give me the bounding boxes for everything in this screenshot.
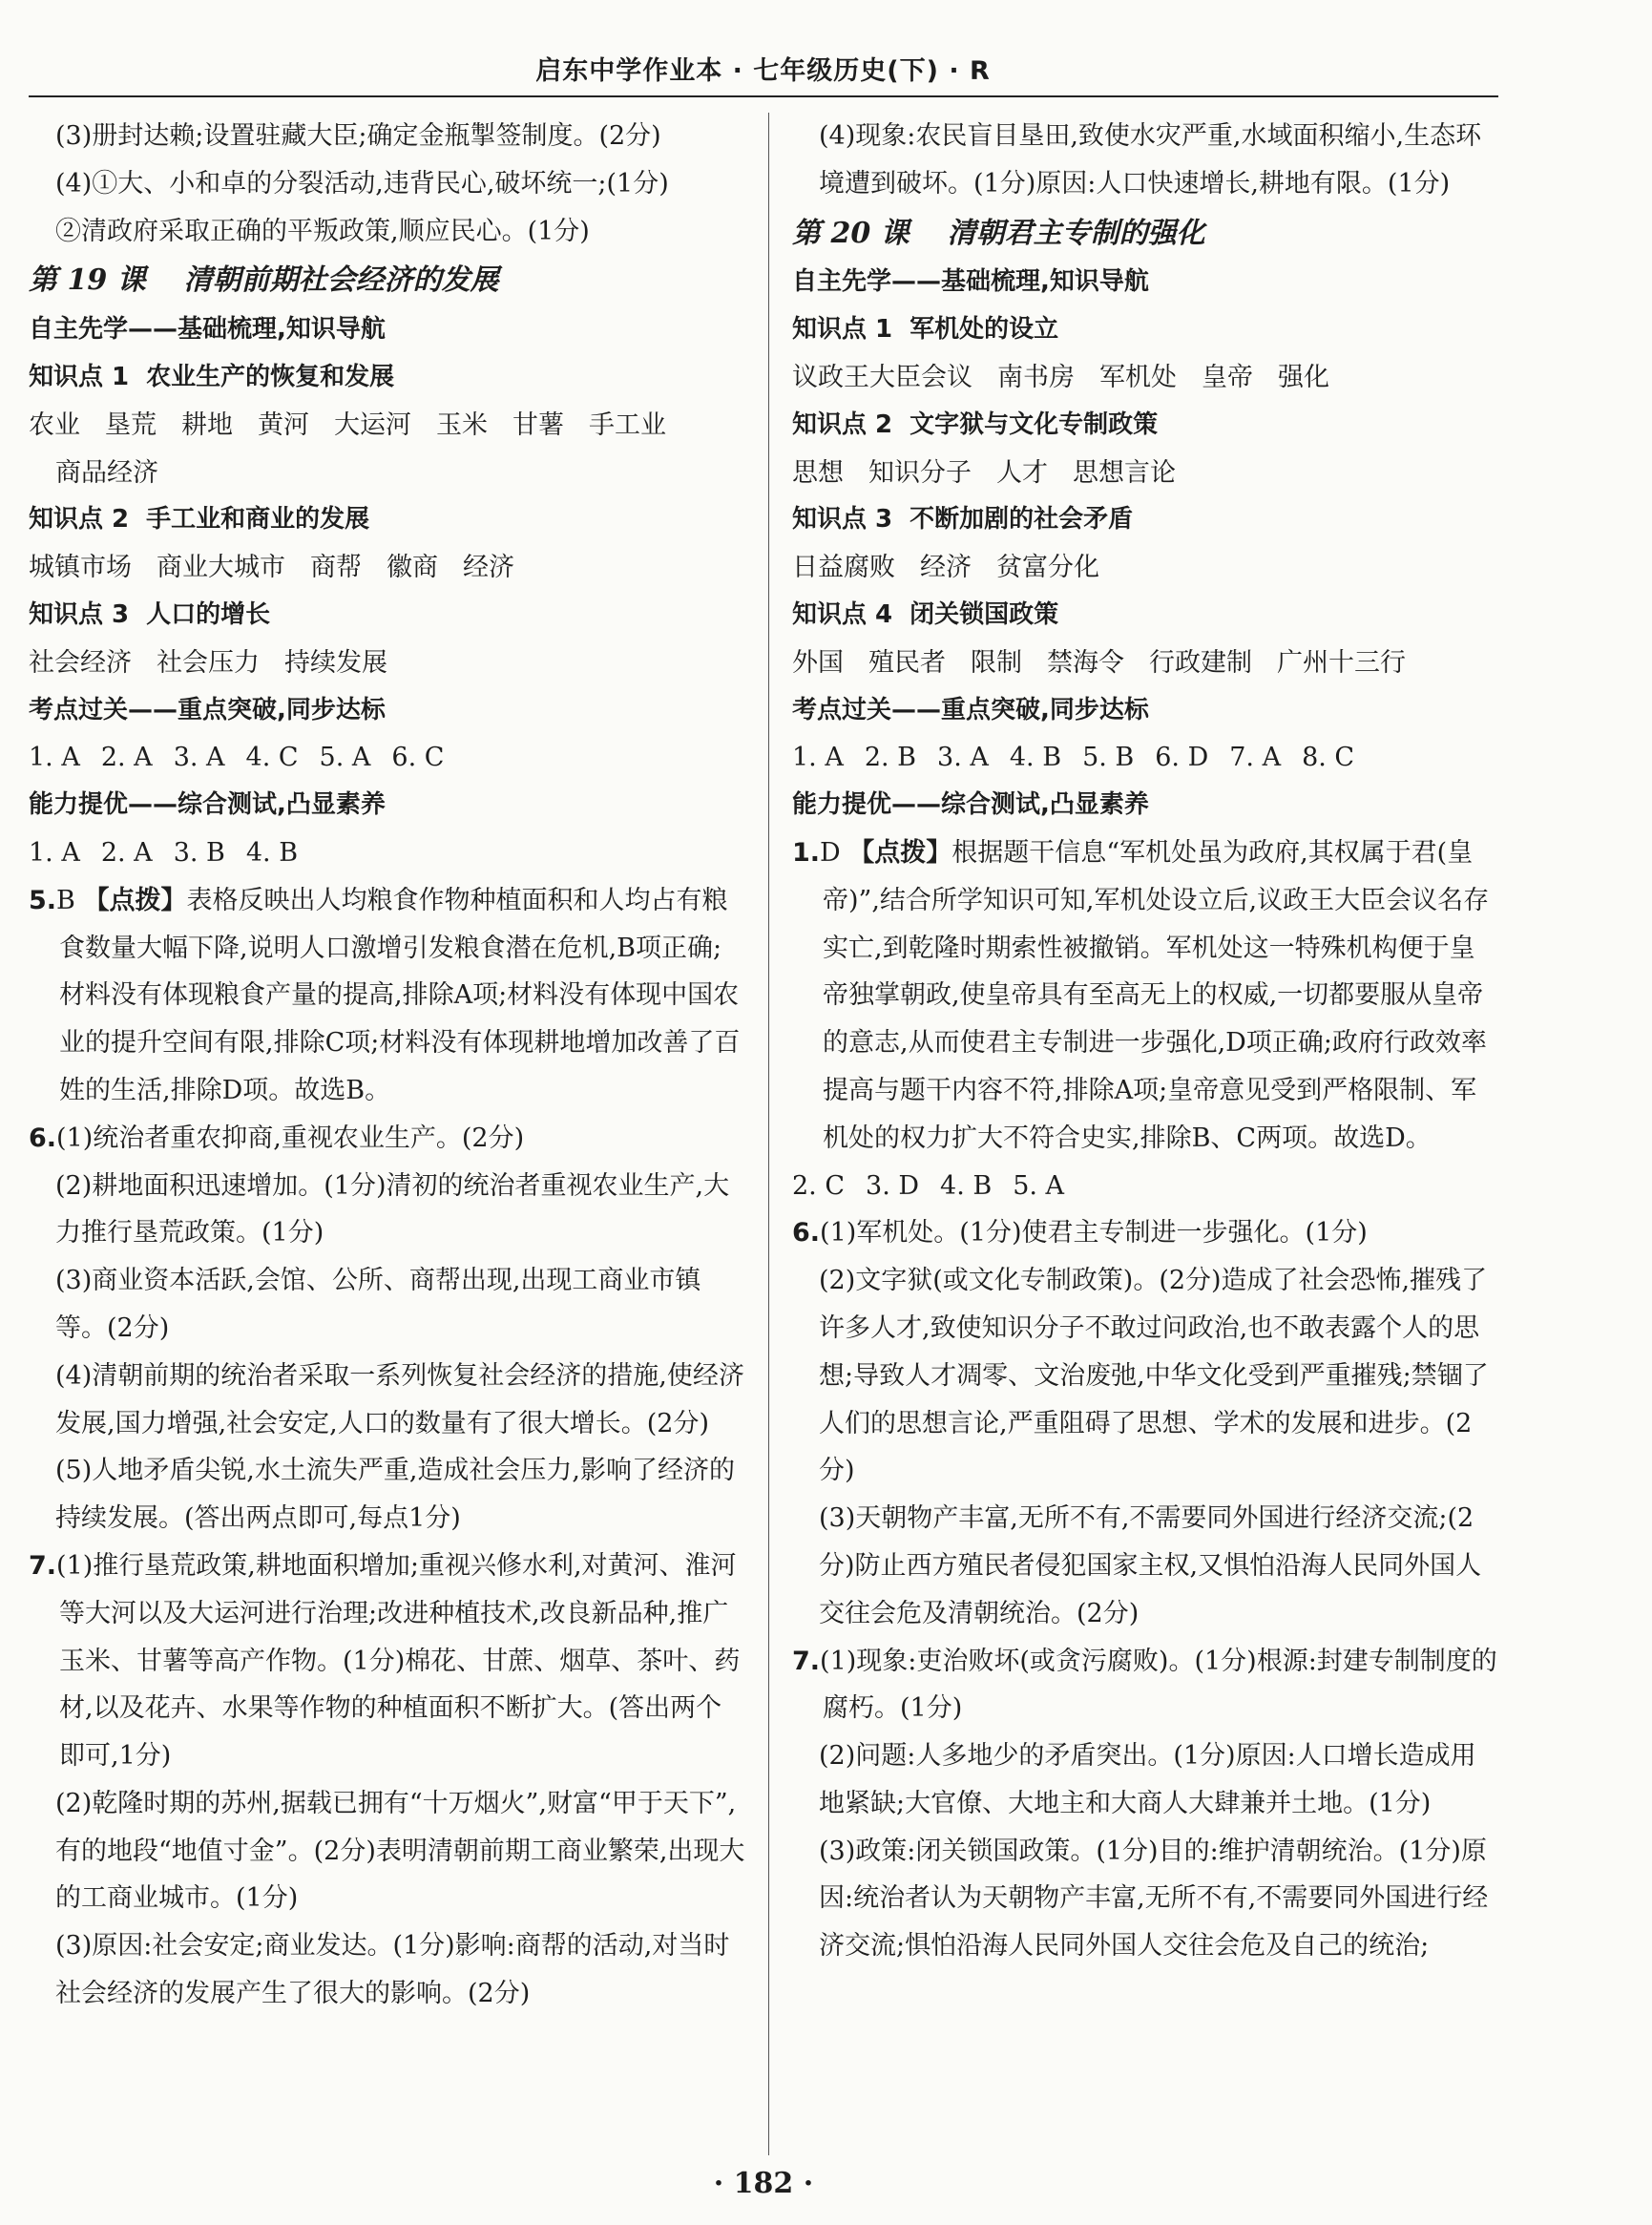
knowledge-terms: 日益腐败 经济 贫富分化: [792, 553, 1099, 583]
section-heading: 能力提优——综合测试,凸显素养: [29, 790, 386, 820]
question-6-part: (2)文字狱(或文化专制政策)。(2分)造成了社会恐怖,摧残了许多人才,致使知识分子不敢过问政治,也不敢表露个人的思想;导致人才凋零、文治废弛,中华文化受到严重摧残;禁锢了人们的思想言论,严重阻碍了思想、学术的发展和进步。(2分): [819, 1266, 1489, 1486]
lesson-name: 清朝君主专制的强化: [947, 216, 1205, 250]
left-intro-line: (3)册封达赖;设置驻藏大臣;确定金瓶掣签制度。(2分): [55, 121, 661, 151]
right-column: [792, 113, 1500, 1970]
section-heading: 考点过关——重点突破,同步达标: [29, 695, 386, 724]
question-7-part: (2)乾隆时期的苏州,据载已拥有“十万烟火”,财富“甲于天下”,有的地段“地值寸金”。(2分)表明清朝前期工商业繁荣,出现大的工商业城市。(1分): [55, 1788, 745, 1914]
lesson-20-title: [792, 210, 1500, 258]
answer-key-line: 1. A 2. A 3. B 4. B: [29, 837, 299, 868]
question-6-part: (4)清朝前期的统治者采取一系列恢复社会经济的措施,使经济发展,国力增强,社会安定,人口的数量有了很大增长。(2分): [55, 1360, 744, 1438]
knowledge-terms: 农业 垦荒 耕地 黄河 大运河 玉米 甘薯 手工业: [29, 409, 666, 440]
question-6-part: (3)商业资本活跃,会馆、公所、商帮出现,出现工商业市镇等。(2分): [55, 1266, 701, 1343]
knowledge-point-heading: 知识点 2 文字狱与文化专制政策: [792, 409, 1159, 439]
lesson-19-title: [29, 257, 746, 304]
knowledge-terms: 城镇市场 商业大城市 商帮 徽商 经济: [29, 553, 514, 583]
lesson-number: 第 19 课: [29, 263, 146, 298]
question-7-part: (3)政策:闭关锁国政策。(1分)目的:维护清朝统治。(1分)原因:统治者认为天朝物产丰富,无所不有,不需要同外国进行经济交流;惧怕沿海人民同外国人交往会危及自己的统治;: [819, 1836, 1489, 1962]
question-7-part: 7.(1)推行垦荒政策,耕地面积增加;重视兴修水利,对黄河、淮河等大河以及大运河进行治理;改进种植技术,改良新品种,推广玉米、甘薯等高产作物。(1分)棉花、甘蔗、烟草、茶叶、药材,以及花卉、水果等作物的种植面积不断扩大。(答出两个即可,1分): [29, 1550, 741, 1772]
knowledge-point-heading: 知识点 3 不断加剧的社会矛盾: [792, 505, 1134, 535]
question-6-part: (5)人地矛盾尖锐,水土流失严重,造成社会压力,影响了经济的持续发展。(答出两点即可,每点1分): [55, 1456, 735, 1534]
column-divider: [768, 113, 769, 2155]
question-6-part: (3)天朝物产丰富,无所不有,不需要同外国进行经济交流;(2分)防止西方殖民者侵犯国家主权,又惧怕沿海人民同外国人交往会危及清朝统治。(2分): [819, 1503, 1482, 1628]
question-6-part: 6.(1)统治者重农抑商,重视农业生产。(2分): [29, 1123, 525, 1153]
knowledge-point-heading: 知识点 1 军机处的设立: [792, 315, 1059, 345]
question-5-explanation: 5.B 【点拨】表格反映出人均粮食作物种植面积和人均占有粮食数量大幅下降,说明人口激增引发粮食潜在危机,B项正确;材料没有体现粮食产量的提高,排除A项;材料没有体现中国农业的提升空间有限,排除C项;材料没有体现耕地增加改善了百姓的生活,排除D项。故选B。: [29, 885, 741, 1105]
knowledge-point-heading: 知识点 1 农业生产的恢复和发展: [29, 362, 395, 391]
right-intro: (4)现象:农民盲目垦田,致使水灾严重,水域面积缩小,生态环境遭到破坏。(1分)原因:人口快速增长,耕地有限。(1分): [819, 121, 1482, 199]
question-6-part: 6.(1)军机处。(1分)使君主专制进一步强化。(1分): [792, 1218, 1368, 1249]
knowledge-terms: 社会经济 社会压力 持续发展: [29, 647, 387, 678]
knowledge-point-heading: 知识点 4 闭关锁国政策: [792, 599, 1059, 629]
answer-key-line: 1. A 2. B 3. A 4. B 5. B 6. D 7. A 8. C: [792, 743, 1355, 773]
left-column: [29, 113, 746, 2018]
question-6-part: (2)耕地面积迅速增加。(1分)清初的统治者重视农业生产,大力推行垦荒政策。(1分): [55, 1170, 730, 1249]
question-7-part: (3)原因:社会安定;商业发达。(1分)影响:商帮的活动,对当时社会经济的发展产生了很大的影响。(2分): [55, 1931, 730, 2009]
header-rule: [29, 95, 1498, 97]
section-heading: 自主先学——基础梳理,知识导航: [792, 267, 1149, 297]
page-header: 启东中学作业本 · 七年级历史(下) · R: [535, 56, 991, 86]
question-1-explanation: 1.D 【点拨】根据题干信息“军机处虽为政府,其权属于君(皇帝)”,结合所学知识可知,军机处设立后,议政王大臣会议名存实亡,到乾隆时期索性被撤销。军机处这一特殊机构便于皇帝独掌朝政,使皇帝具有至高无上的权威,一切都要服从皇帝的意志,从而使君主专制进一步强化,D项正确;政府行政效率提高与题干内容不符,排除A项;皇帝意见受到严格限制、军机处的权力扩大不符合史实,排除B、C两项。故选D。: [792, 837, 1490, 1153]
section-heading: 自主先学——基础梳理,知识导航: [29, 315, 386, 345]
left-intro-line: ②清政府采取正确的平叛政策,顺应民心。(1分): [55, 216, 590, 246]
knowledge-point-heading: 知识点 3 人口的增长: [29, 599, 271, 629]
answer-key-line: 1. A 2. A 3. A 4. C 5. A 6. C: [29, 743, 445, 773]
question-7-part: 7.(1)现象:吏治败坏(或贪污腐败)。(1分)根源:封建专制制度的腐朽。(1分): [792, 1646, 1497, 1724]
knowledge-terms: 议政王大臣会议 南书房 军机处 皇帝 强化: [792, 362, 1329, 392]
knowledge-terms-cont: 商品经济: [55, 457, 158, 488]
question-7-part: (2)问题:人多地少的矛盾突出。(1分)原因:人口增长造成用地紧缺;大官僚、大地主和大商人大肆兼并土地。(1分): [819, 1741, 1476, 1818]
knowledge-point-heading: 知识点 2 手工业和商业的发展: [29, 505, 370, 535]
section-heading: 考点过关——重点突破,同步达标: [792, 695, 1149, 724]
page-number: · 182 ·: [713, 2167, 814, 2200]
lesson-name: 清朝前期社会经济的发展: [183, 263, 499, 298]
lesson-number: 第 20 课: [792, 216, 910, 250]
knowledge-terms: 思想 知识分子 人才 思想言论: [792, 457, 1176, 488]
answer-key-line: 2. C 3. D 4. B 5. A: [792, 1170, 1065, 1201]
section-heading: 能力提优——综合测试,凸显素养: [792, 790, 1149, 820]
left-intro-line: (4)①大、小和卓的分裂活动,违背民心,破坏统一;(1分): [55, 168, 669, 199]
knowledge-terms: 外国 殖民者 限制 禁海令 行政建制 广州十三行: [792, 647, 1406, 678]
